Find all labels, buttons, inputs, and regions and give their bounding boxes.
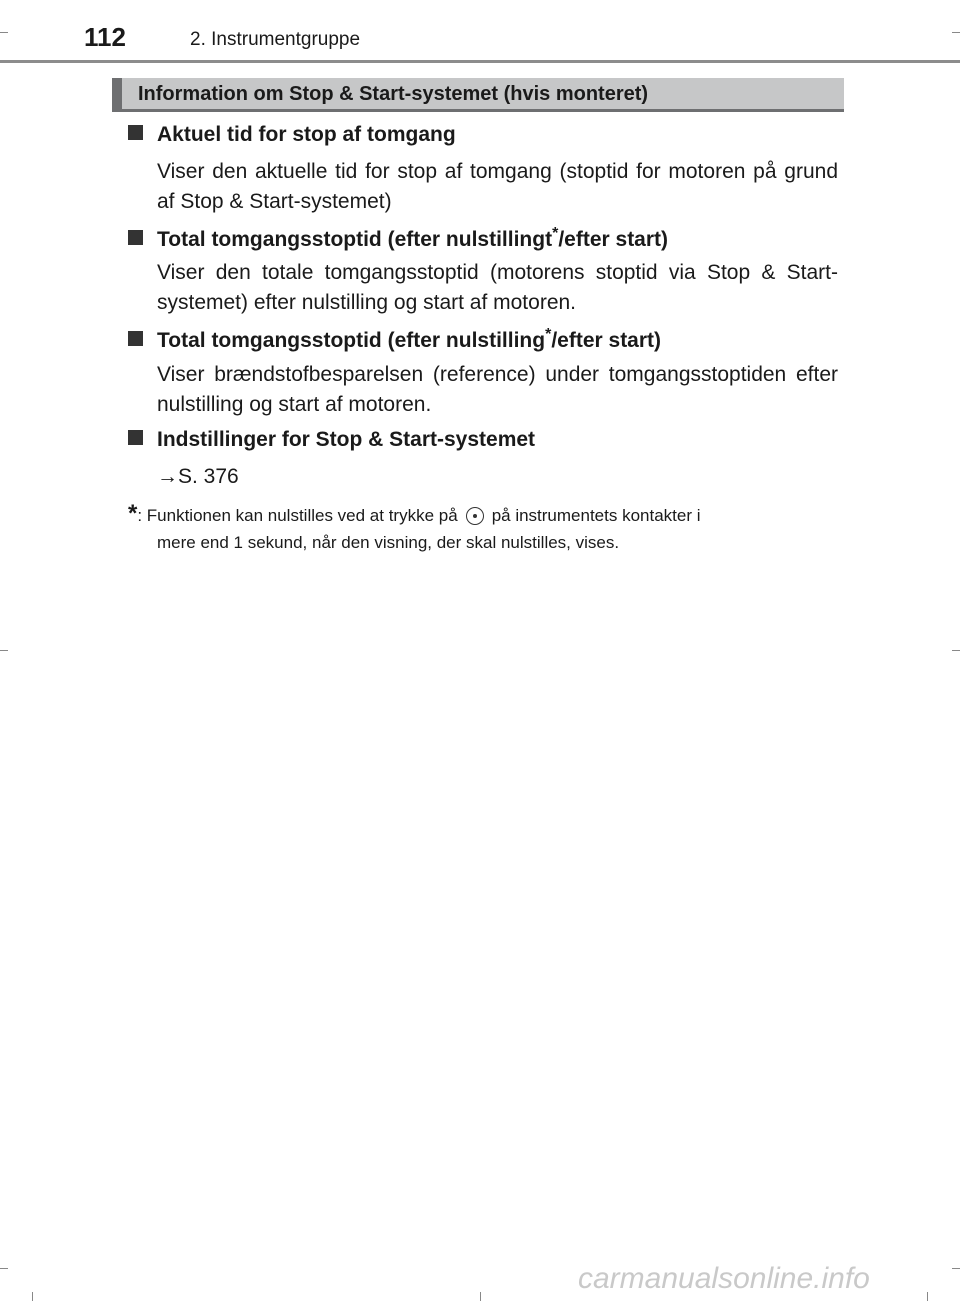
entry-heading xyxy=(128,225,668,252)
crop-mark xyxy=(952,650,960,651)
entry-heading-text: Aktuel tid for stop af tomgang xyxy=(157,123,456,146)
entry-body: Viser den totale tomgangsstoptid (motorens stoptid via Stop & Start-systemet) efter nulstilling og start af motoren. xyxy=(157,261,838,314)
circle-dot-button-icon xyxy=(466,507,484,525)
entry-heading xyxy=(128,428,535,452)
entry-heading xyxy=(128,326,661,353)
square-bullet-icon xyxy=(128,331,143,346)
entry-heading-text: Total tomgangsstoptid (efter nulstilling xyxy=(157,329,546,352)
entry-body: Viser brændstofbesparelsen (reference) under tomgangsstoptiden efter nulstilling og start af motoren. xyxy=(157,363,838,416)
crop-mark xyxy=(0,32,8,33)
entry-heading-text: Indstillinger for Stop & Start-systemet xyxy=(157,428,536,451)
square-bullet-icon xyxy=(128,230,143,245)
section-title: Information om Stop & Start-systemet (hvis monteret) xyxy=(138,83,649,105)
crop-mark xyxy=(952,1268,960,1269)
crop-mark xyxy=(480,1292,481,1301)
crop-mark xyxy=(32,1292,33,1301)
entry-heading-text: Total tomgangsstoptid (efter nulstillingt xyxy=(157,228,553,251)
footnote-line-2: mere end 1 sekund, når den visning, der skal nulstilles, vises. xyxy=(157,533,620,552)
crop-mark xyxy=(0,650,8,651)
crop-mark xyxy=(952,32,960,33)
section-header xyxy=(112,78,844,112)
entry-heading xyxy=(128,123,456,147)
entry-heading-tail: /efter start) xyxy=(558,228,669,251)
footnote-text: : Funktionen kan nulstilles ved at trykke på xyxy=(137,506,458,525)
entry-heading-tail: /efter start) xyxy=(551,329,662,352)
square-bullet-icon xyxy=(128,125,143,140)
section-header-tab xyxy=(112,78,122,109)
footnote-star: * xyxy=(128,500,138,527)
footnote-mark: * xyxy=(552,225,559,242)
footnote xyxy=(128,500,838,556)
chapter-title: 2. Instrumentgruppe xyxy=(190,29,361,50)
footnote-mark: * xyxy=(545,326,552,343)
square-bullet-icon xyxy=(128,430,143,445)
watermark: carmanualsonline.info xyxy=(578,1262,870,1295)
page-reference: →S. 376 xyxy=(157,465,239,488)
footnote-text-continued: på instrumentets kontakter i xyxy=(491,506,701,525)
header-divider xyxy=(0,60,960,63)
entry-body: Viser den aktuelle tid for stop af tomgang (stoptid for motoren på grund af Stop & Start-systemet) xyxy=(157,160,838,213)
crop-mark xyxy=(927,1292,928,1301)
page-number: 112 xyxy=(84,22,126,52)
crop-mark xyxy=(0,1268,8,1269)
